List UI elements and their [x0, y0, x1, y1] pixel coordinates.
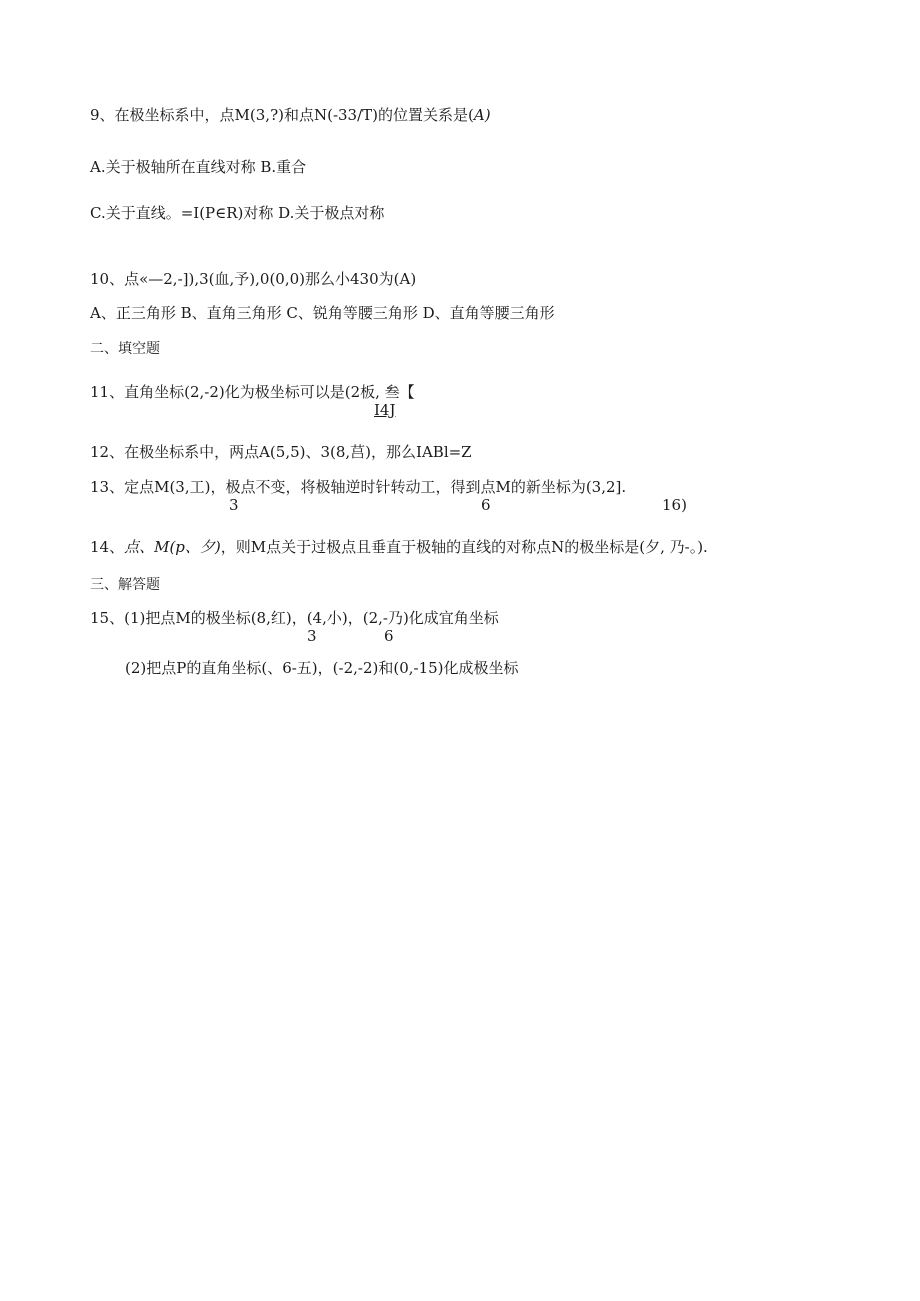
question-14-point: 点、M(p、夕) [124, 538, 221, 556]
section-heading-solve: 三、解答题 [90, 577, 160, 593]
question-9-text: 9、在极坐标系中，点M(3,?)和点N(-33∕T)的位置关系是( [90, 106, 474, 124]
question-15-subscript-b: 6 [384, 627, 394, 645]
question-11-subscript: I4J [374, 401, 396, 419]
question-14-text: ，则M点关于过极点且垂直于极轴的直线的对称点N的极坐标是(夕, 乃-。). [220, 538, 708, 556]
question-9-stem [90, 106, 491, 124]
question-11-stem: 11、直角坐标(2,-2)化为极坐标可以是(2板, 叁【 [90, 383, 415, 401]
question-13-subscript-c: 16) [662, 496, 687, 514]
question-15-part-2: (2)把点P的直角坐标(、6-五)，(-2,-2)和(0,-15)化成极坐标 [125, 659, 519, 677]
question-9-options-ab: A.关于极轴所在直线对称 B.重合 [90, 158, 307, 176]
section-heading-fill-in: 二、填空题 [90, 341, 160, 357]
question-15-subscript-a: 3 [307, 627, 317, 645]
question-9-options-cd: C.关于直线。=I(P∈R)对称 D.关于极点对称 [90, 204, 385, 222]
question-10-stem: 10、点«—2,-]),3(血,予),0(0,0)那么小430为(A) [90, 270, 417, 288]
question-9-answer: A) [473, 106, 491, 124]
question-10-options: A、正三角形 B、直角三角形 C、锐角等腰三角形 D、直角等腰三角形 [90, 304, 555, 322]
question-13-stem: 13、定点M(3,工)，极点不变，将极轴逆时针转动工，得到点M的新坐标为(3,2]. [90, 478, 627, 496]
question-13-subscript-b: 6 [481, 496, 491, 514]
question-14-prefix: 14、 [90, 538, 125, 556]
question-12-stem: 12、在极坐标系中，两点A(5,5)、3(8,莒)，那么IABl=Z [90, 443, 472, 461]
question-14-stem [90, 538, 708, 556]
question-13-subscript-a: 3 [229, 496, 239, 514]
question-15-part-1: 15、(1)把点M的极坐标(8,红)，(4,小)，(2,-乃)化成宜角坐标 [90, 609, 499, 627]
